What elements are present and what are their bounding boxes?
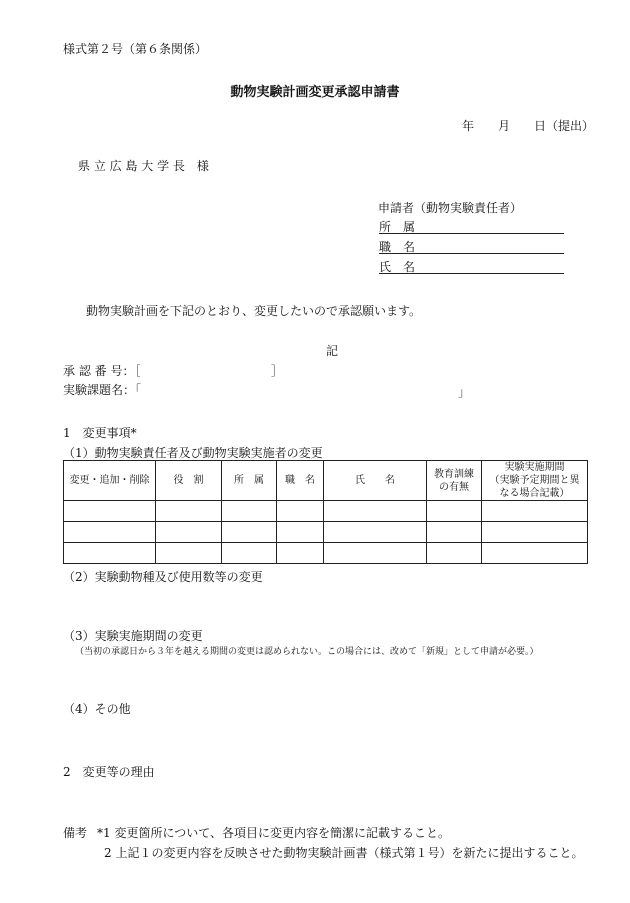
col-change-type: 変更・追加・削除	[64, 461, 156, 501]
approval-number-close: ］	[271, 364, 284, 378]
affiliation-field[interactable]	[379, 218, 564, 234]
other-change-area[interactable]	[63, 718, 587, 756]
col-role: 役 割	[156, 461, 222, 501]
section1-sub3: （3）実験実施期間の変更	[63, 629, 203, 643]
affiliation-label: 所 属	[379, 220, 416, 234]
table-cell[interactable]	[222, 501, 277, 522]
table-cell[interactable]	[156, 522, 222, 543]
document-title: 動物実験計画変更承認申請書	[230, 85, 400, 100]
table-cell[interactable]	[222, 543, 277, 564]
request-text: 動物実験計画を下記のとおり、変更したいので承認願います。	[86, 304, 422, 318]
section1-heading: 1 変更事項*	[63, 426, 137, 440]
table-row	[64, 522, 588, 543]
table-cell[interactable]	[427, 501, 482, 522]
table-cell[interactable]	[482, 543, 588, 564]
section1-sub4: （4）その他	[63, 702, 131, 716]
table-cell[interactable]	[64, 501, 156, 522]
section1-sub2: （2）実験動物種及び使用数等の変更	[63, 570, 263, 584]
project-title-close: 」	[458, 385, 471, 399]
table-cell[interactable]	[482, 522, 588, 543]
table-cell[interactable]	[277, 543, 324, 564]
project-title-label: 実験課題名：「	[63, 383, 142, 397]
col-position: 職 名	[277, 461, 324, 501]
table-cell[interactable]	[64, 522, 156, 543]
reason-area[interactable]	[63, 781, 587, 819]
addressee: 県 立 広 島 大 学 長 様	[78, 159, 209, 173]
form-label: 様式第２号（第６条関係）	[63, 42, 208, 56]
table-cell[interactable]	[324, 543, 427, 564]
table-row	[64, 501, 588, 522]
col-name: 氏 名	[324, 461, 427, 501]
period-change-area[interactable]	[63, 660, 587, 696]
section2-heading: 2 変更等の理由	[63, 765, 155, 779]
section1-sub1: （1）動物実験責任者及び動物実験実施者の変更	[63, 446, 323, 460]
approval-number-input[interactable]	[153, 362, 271, 377]
submission-date: 年 月 日（提出）	[462, 119, 595, 133]
col-training: 教育訓練 の有無	[427, 461, 482, 501]
section1-sub3-note: （当初の承認日から３年を越える期間の変更は認められない。この場合には、改めて「新規」として申請が必要。）	[75, 647, 539, 657]
remarks-label: 備考	[63, 826, 88, 840]
table-cell[interactable]	[324, 522, 427, 543]
remarks-item-1: *1 変更箇所について、各項目に変更内容を簡潔に記載すること。	[97, 826, 450, 840]
ki-mark: 記	[326, 344, 339, 358]
table-cell[interactable]	[222, 522, 277, 543]
table-cell[interactable]	[482, 501, 588, 522]
position-label: 職 名	[379, 240, 416, 254]
remarks-item-2: 2 上記１の変更内容を反映させた動物実験計画書（様式第１号）を新たに提出すること。	[104, 846, 584, 860]
applicant-heading: 申請者（動物実験責任者）	[378, 201, 523, 215]
table-cell[interactable]	[427, 543, 482, 564]
col-period: 実験実施期間 （実験予定期間と異 なる場合記載）	[482, 461, 588, 501]
animal-species-area[interactable]	[63, 586, 587, 622]
position-field[interactable]	[379, 238, 564, 254]
table-cell[interactable]	[324, 501, 427, 522]
table-cell[interactable]	[156, 501, 222, 522]
table-header-row	[64, 461, 588, 501]
approval-number-row	[63, 362, 303, 378]
table-row	[64, 543, 588, 564]
approval-number-label: 承 認 番 号：［	[63, 364, 141, 378]
personnel-change-table	[63, 460, 588, 564]
table-cell[interactable]	[427, 522, 482, 543]
name-label: 氏 名	[379, 260, 416, 274]
name-field[interactable]	[379, 258, 564, 274]
table-cell[interactable]	[156, 543, 222, 564]
table-cell[interactable]	[277, 522, 324, 543]
col-affiliation: 所 属	[222, 461, 277, 501]
table-cell[interactable]	[277, 501, 324, 522]
project-title-row	[63, 381, 483, 397]
table-cell[interactable]	[64, 543, 156, 564]
project-title-input[interactable]	[147, 381, 457, 396]
